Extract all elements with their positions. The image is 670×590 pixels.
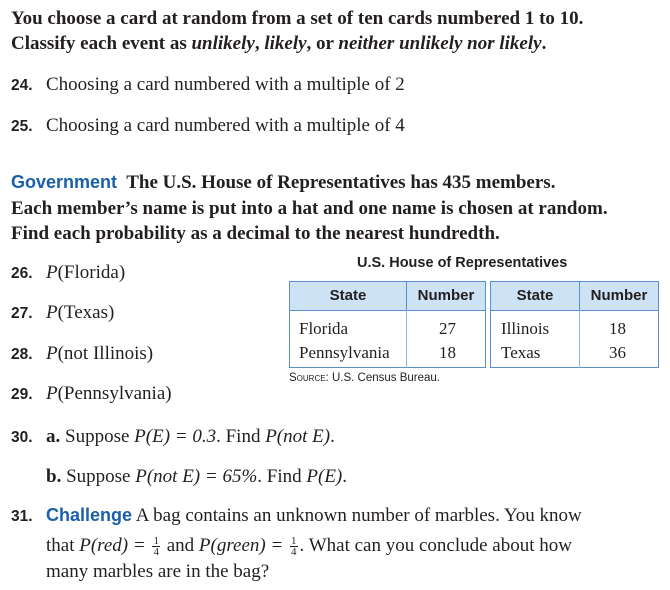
table-cell: 18 (609, 319, 626, 338)
exercise-27: 27. P(Texas) (11, 302, 115, 323)
exercise-31-line-2: that P(red) = $\frac{1}{4}$ and P(green) = $\frac{1}{4}$ . What can you conclude about how (46, 535, 572, 559)
government-label: Government (11, 172, 118, 192)
house-table (289, 281, 659, 368)
table-header-number-2: Number (579, 281, 659, 311)
exercise-30b: b. Suppose P(not E) = 65%. Find P(E). (46, 466, 348, 487)
intro-line-1: You choose a card at random from a set of ten cards numbered 1 to 10. (11, 8, 584, 29)
government-line-1: Government The U.S. House of Representatives has 435 members. (11, 172, 556, 193)
table-cell: Texas (501, 343, 541, 362)
table-cell: Illinois (501, 319, 550, 338)
exercise-number: 24. (11, 77, 33, 94)
exercise-31-line-3: many marbles are in the bag? (46, 561, 270, 582)
fraction-one-quarter: $\frac{1}{4}$ (291, 535, 297, 559)
exercise-26: 26. P(Florida) (11, 262, 126, 283)
exercise-24: 24. Choosing a card numbered with a multiple of 2 (11, 74, 405, 95)
table-cell: 27 (439, 319, 456, 338)
column-divider (579, 310, 580, 368)
challenge-label: Challenge (46, 505, 133, 525)
table-header-number-1: Number (406, 281, 486, 311)
table-cell: 36 (609, 343, 626, 362)
table-cell: Pennsylvania (299, 343, 390, 362)
exercise-30a: 30. a. Suppose P(E) = 0.3. Find P(not E). (11, 426, 335, 447)
exercise-31: 31. Challenge A bag contains an unknown number of marbles. You know (11, 505, 582, 526)
table-cell: Florida (299, 319, 349, 338)
table-title: U.S. House of Representatives (357, 255, 568, 271)
table-source: Source: U.S. Census Bureau. (289, 372, 440, 384)
column-divider (406, 310, 407, 368)
intro-line-2: Classify each event as unlikely, likely, or neither unlikely nor likely. (11, 33, 547, 54)
exercise-28: 28. P(not Illinois) (11, 343, 154, 364)
government-line-2: Each member’s name is put into a hat and one name is chosen at random. (11, 198, 608, 219)
fraction-one-quarter: $\frac{1}{4}$ (153, 535, 159, 559)
government-line-3: Find each probability as a decimal to the nearest hundredth. (11, 223, 500, 244)
exercise-25: 25. Choosing a card numbered with a multiple of 4 (11, 115, 405, 136)
exercise-29: 29. P(Pennsylvania) (11, 383, 172, 404)
table-header-state-1: State (289, 281, 407, 311)
exercise-number: 25. (11, 118, 33, 135)
table-header-state-2: State (490, 281, 580, 311)
table-cell: 18 (439, 343, 456, 362)
